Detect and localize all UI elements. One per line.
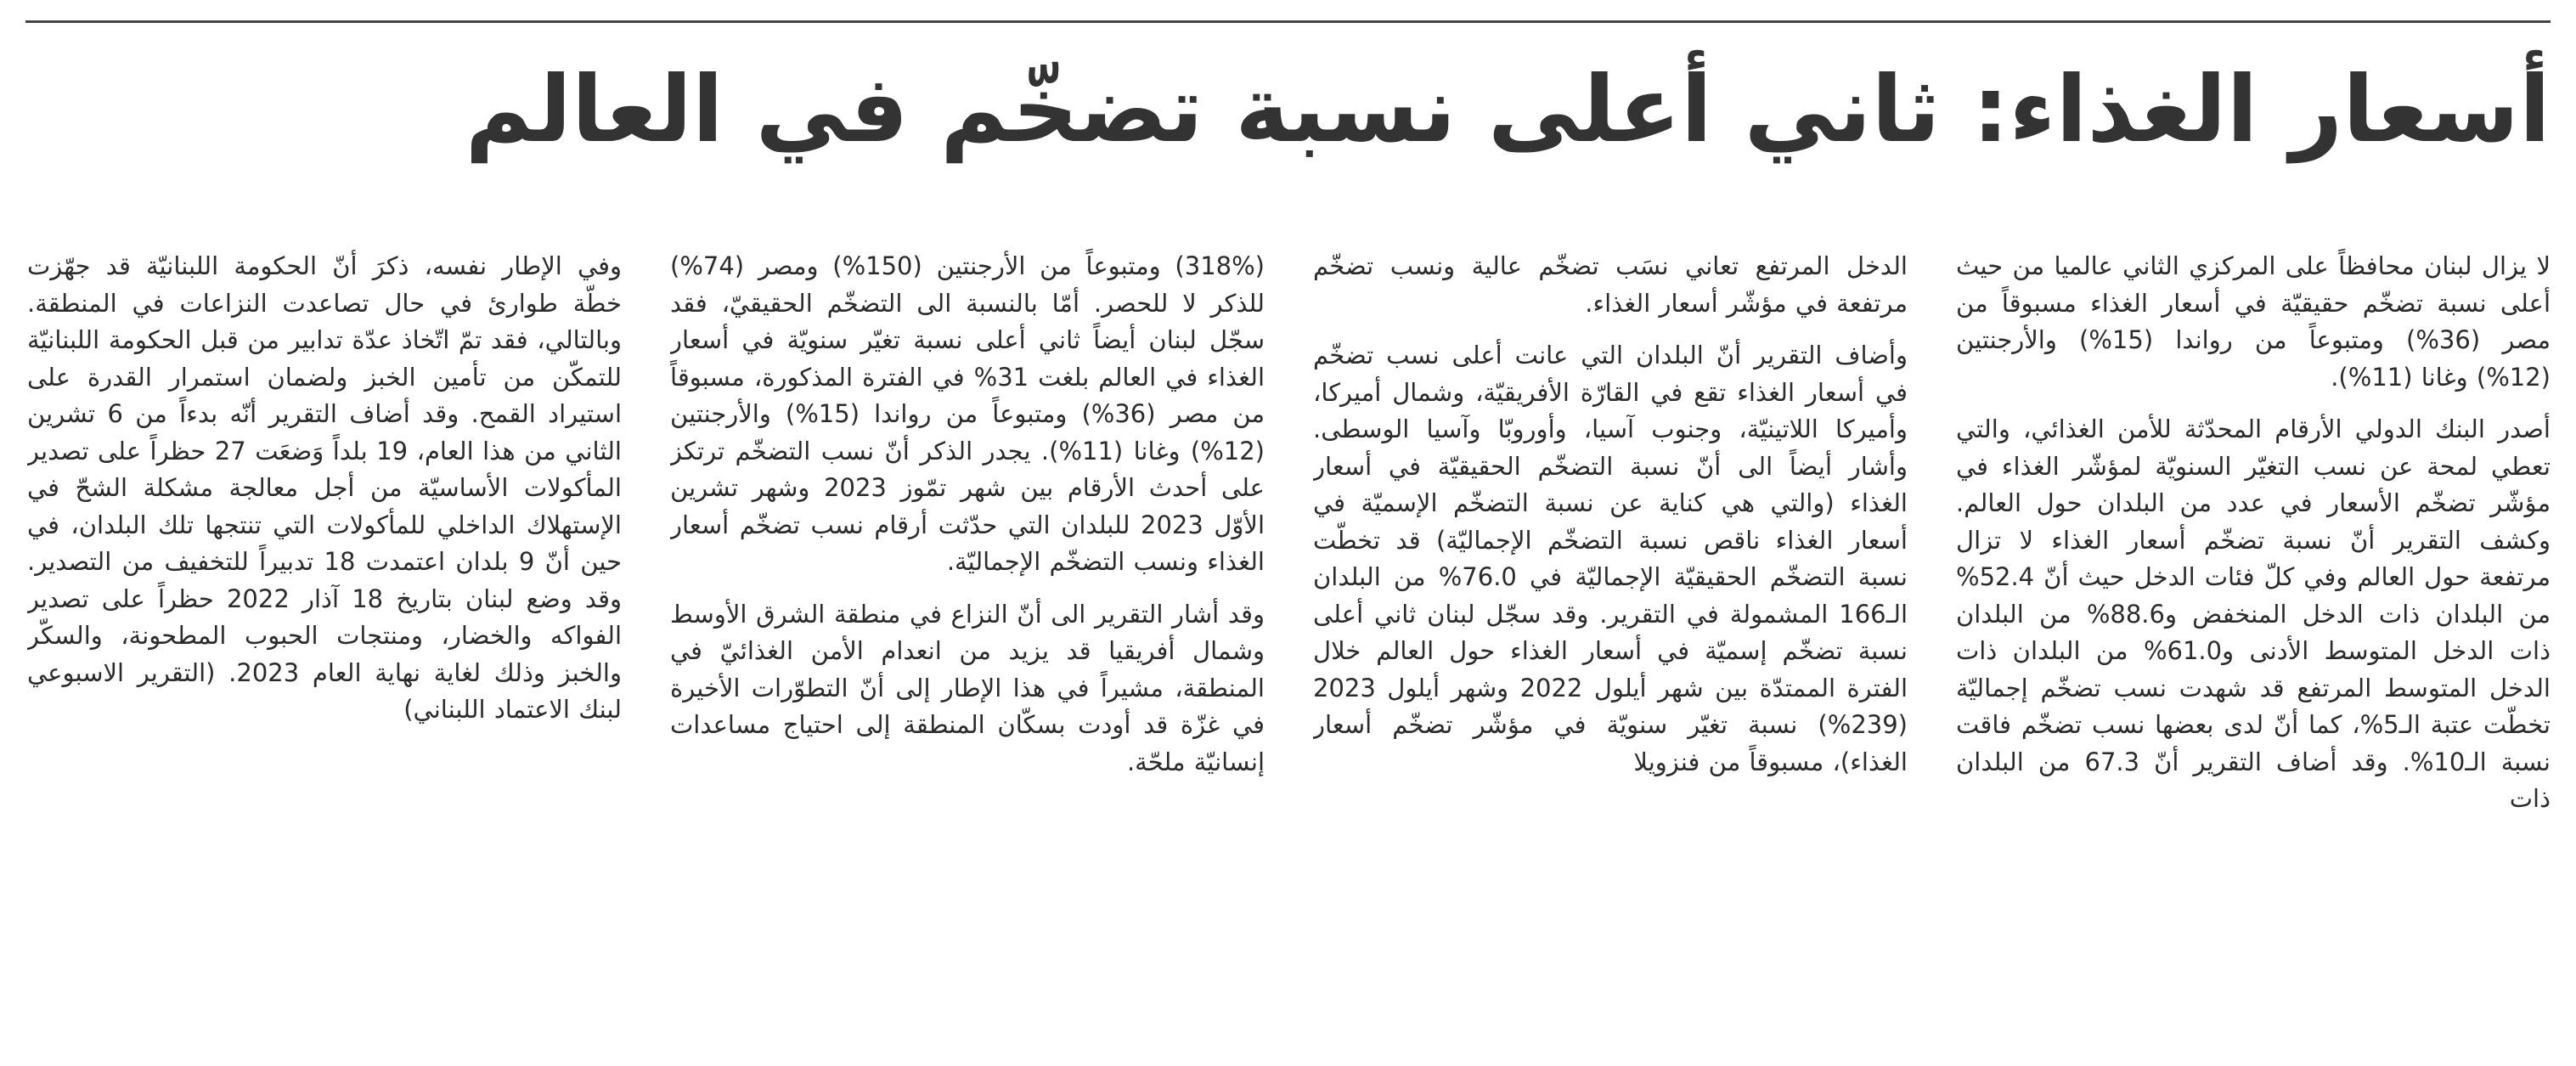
paragraph: وقد أشار التقرير الى أنّ النزاع في منطقة الشرق الأوسط وشمال أفريقيا قد يزيد من انعدام الأمن الغذائيّ في المنطقة، مشيراً في هذا الإطار إلى أنّ التطوّرات الأخيرة في غزّة قد أودت بسكّان المنطقة إلى احتياج مساعدات إنسانيّة ملحّة. (670, 599, 1265, 776)
article-column-1 (1956, 248, 2551, 1012)
top-rule (25, 20, 2551, 23)
paragraph: لا يزال لبنان محافظاً على المركزي الثاني عالميا من حيث أعلى نسبة تضخّم حقيقيّة في أسعار الغذاء مسبوقاً من مصر (36%) ومتبوعاً من رواندا (15%) والأرجنتين (12%) وغانا (11%). (1956, 251, 2551, 392)
article-column-4 (27, 248, 622, 1012)
headline: أسعار الغذاء: ثاني أعلى نسبة تضخّم في العالم (465, 57, 2551, 163)
paragraph: وفي الإطار نفسه، ذكرَ أنّ الحكومة اللبنانيّة قد جهّزت خطّة طوارئ في حال تصاعدت النزاعات في المنطقة. وبالتالي، فقد تمّ اتّخاذ عدّة تدابير من قبل الحكومة اللبنانيّة للتمكّن من تأمين الخبز ولضمان استمرار القدرة على استيراد القمح. وقد أضاف التقرير أنّه بدءاً من 6 تشرين الثاني من هذا العام، 19 بلداً وَضعَت 27 حظراً على تصدير المأكولات الأساسيّة من أجل معالجة مشكلة الشحّ في الإستهلاك الداخلي للمأكولات التي تنتجها تلك البلدان، في حين أنّ 9 بلدان اعتمدت 18 تدبيراً للتخفيف من التصدير. وقد وضع لبنان بتاريخ 18 آذار 2022 حظراً على تصدير الفواكه والخضار، ومنتجات الحبوب المطحونة، والسكّر والخبز وذلك لغاية نهاية العام 2023. (التقرير الاسبوعي لبنك الاعتماد اللبناني) (27, 251, 622, 724)
paragraph: الدخل المرتفع تعاني نسَب تضخّم عالية ونسب تضخّم مرتفعة في مؤشّر أسعار الغذاء. (1313, 251, 1908, 318)
article-column-3 (670, 248, 1265, 1012)
paragraph: أصدر البنك الدولي الأرقام المحدّثة للأمن الغذائي، والتي تعطي لمحة عن نسب التغيّر السنويّة لمؤشّر الغذاء في مؤشّر تضخّم الأسعار في عدد من البلدان حول العالم. وكشف التقرير أنّ نسبة تضخّم أسعار الغذاء لا تزال مرتفعة حول العالم وفي كلّ فئات الدخل حيث أنّ 52.4% من البلدان ذات الدخل المنخفض و88.6% من البلدان ذات الدخل المتوسط الأدنى و61.0% من البلدان ذات الدخل المتوسط المرتفع قد شهدت نسب تضخّم إجماليّة تخطّت عتبة الـ5%، كما أنّ لدى بعضها نسب تضخّم فاقت نسبة الـ10%. وقد أضاف التقرير أنّ 67.3 من البلدان ذات (1956, 415, 2551, 813)
paragraph: وأضاف التقرير أنّ البلدان التي عانت أعلى نسب تضخّم في أسعار الغذاء تقع في القارّة الأفريقيّة، وشمال أميركا، وأميركا اللاتينيّة، وجنوب آسيا، وأوروبّا وآسيا الوسطى. وأشار أيضاً الى أنّ نسبة التضخّم الحقيقيّة في أسعار الغذاء (والتي هي كناية عن نسبة التضخّم الإسميّة في أسعار الغذاء ناقص نسبة التضخّم الإجماليّة) قد تخطّت نسبة التضخّم الحقيقيّة الإجماليّة في 76.0% من البلدان الـ166 المشمولة في التقرير. وقد سجّل لبنان ثاني أعلى نسبة تضخّم إسميّة في أسعار الغذاء حول العالم خلال الفترة الممتدّة بين شهر أيلول 2022 وشهر أيلول 2023 (239%) نسبة تغيّر سنويّة في مؤشّر تضخّم أسعار الغذاء)، مسبوقاً من فنزويلا (1313, 341, 1908, 776)
paragraph: (318%) ومتبوعاً من الأرجنتين (150%) ومصر (74%) للذكر لا للحصر. أمّا بالنسبة الى التضخّم الحقيقيّ، فقد سجّل لبنان أيضاً ثاني أعلى نسبة تغيّر سنويّة في أسعار الغذاء في العالم بلغت 31% في الفترة المذكورة، مسبوقاً من مصر (36%) ومتبوعاً من رواندا (15%) والأرجنتين (12%) وغانا (11%). يجدر الذكر أنّ نسب التضخّم ترتكز على أحدث الأرقام بين شهر تمّوز 2023 وشهر تشرين الأوّل 2023 للبلدان التي حدّثت أرقام نسب تضخّم أسعار الغذاء ونسب التضخّم الإجماليّة. (670, 251, 1265, 576)
article-column-2 (1313, 248, 1908, 1012)
article-body (25, 248, 2551, 1012)
